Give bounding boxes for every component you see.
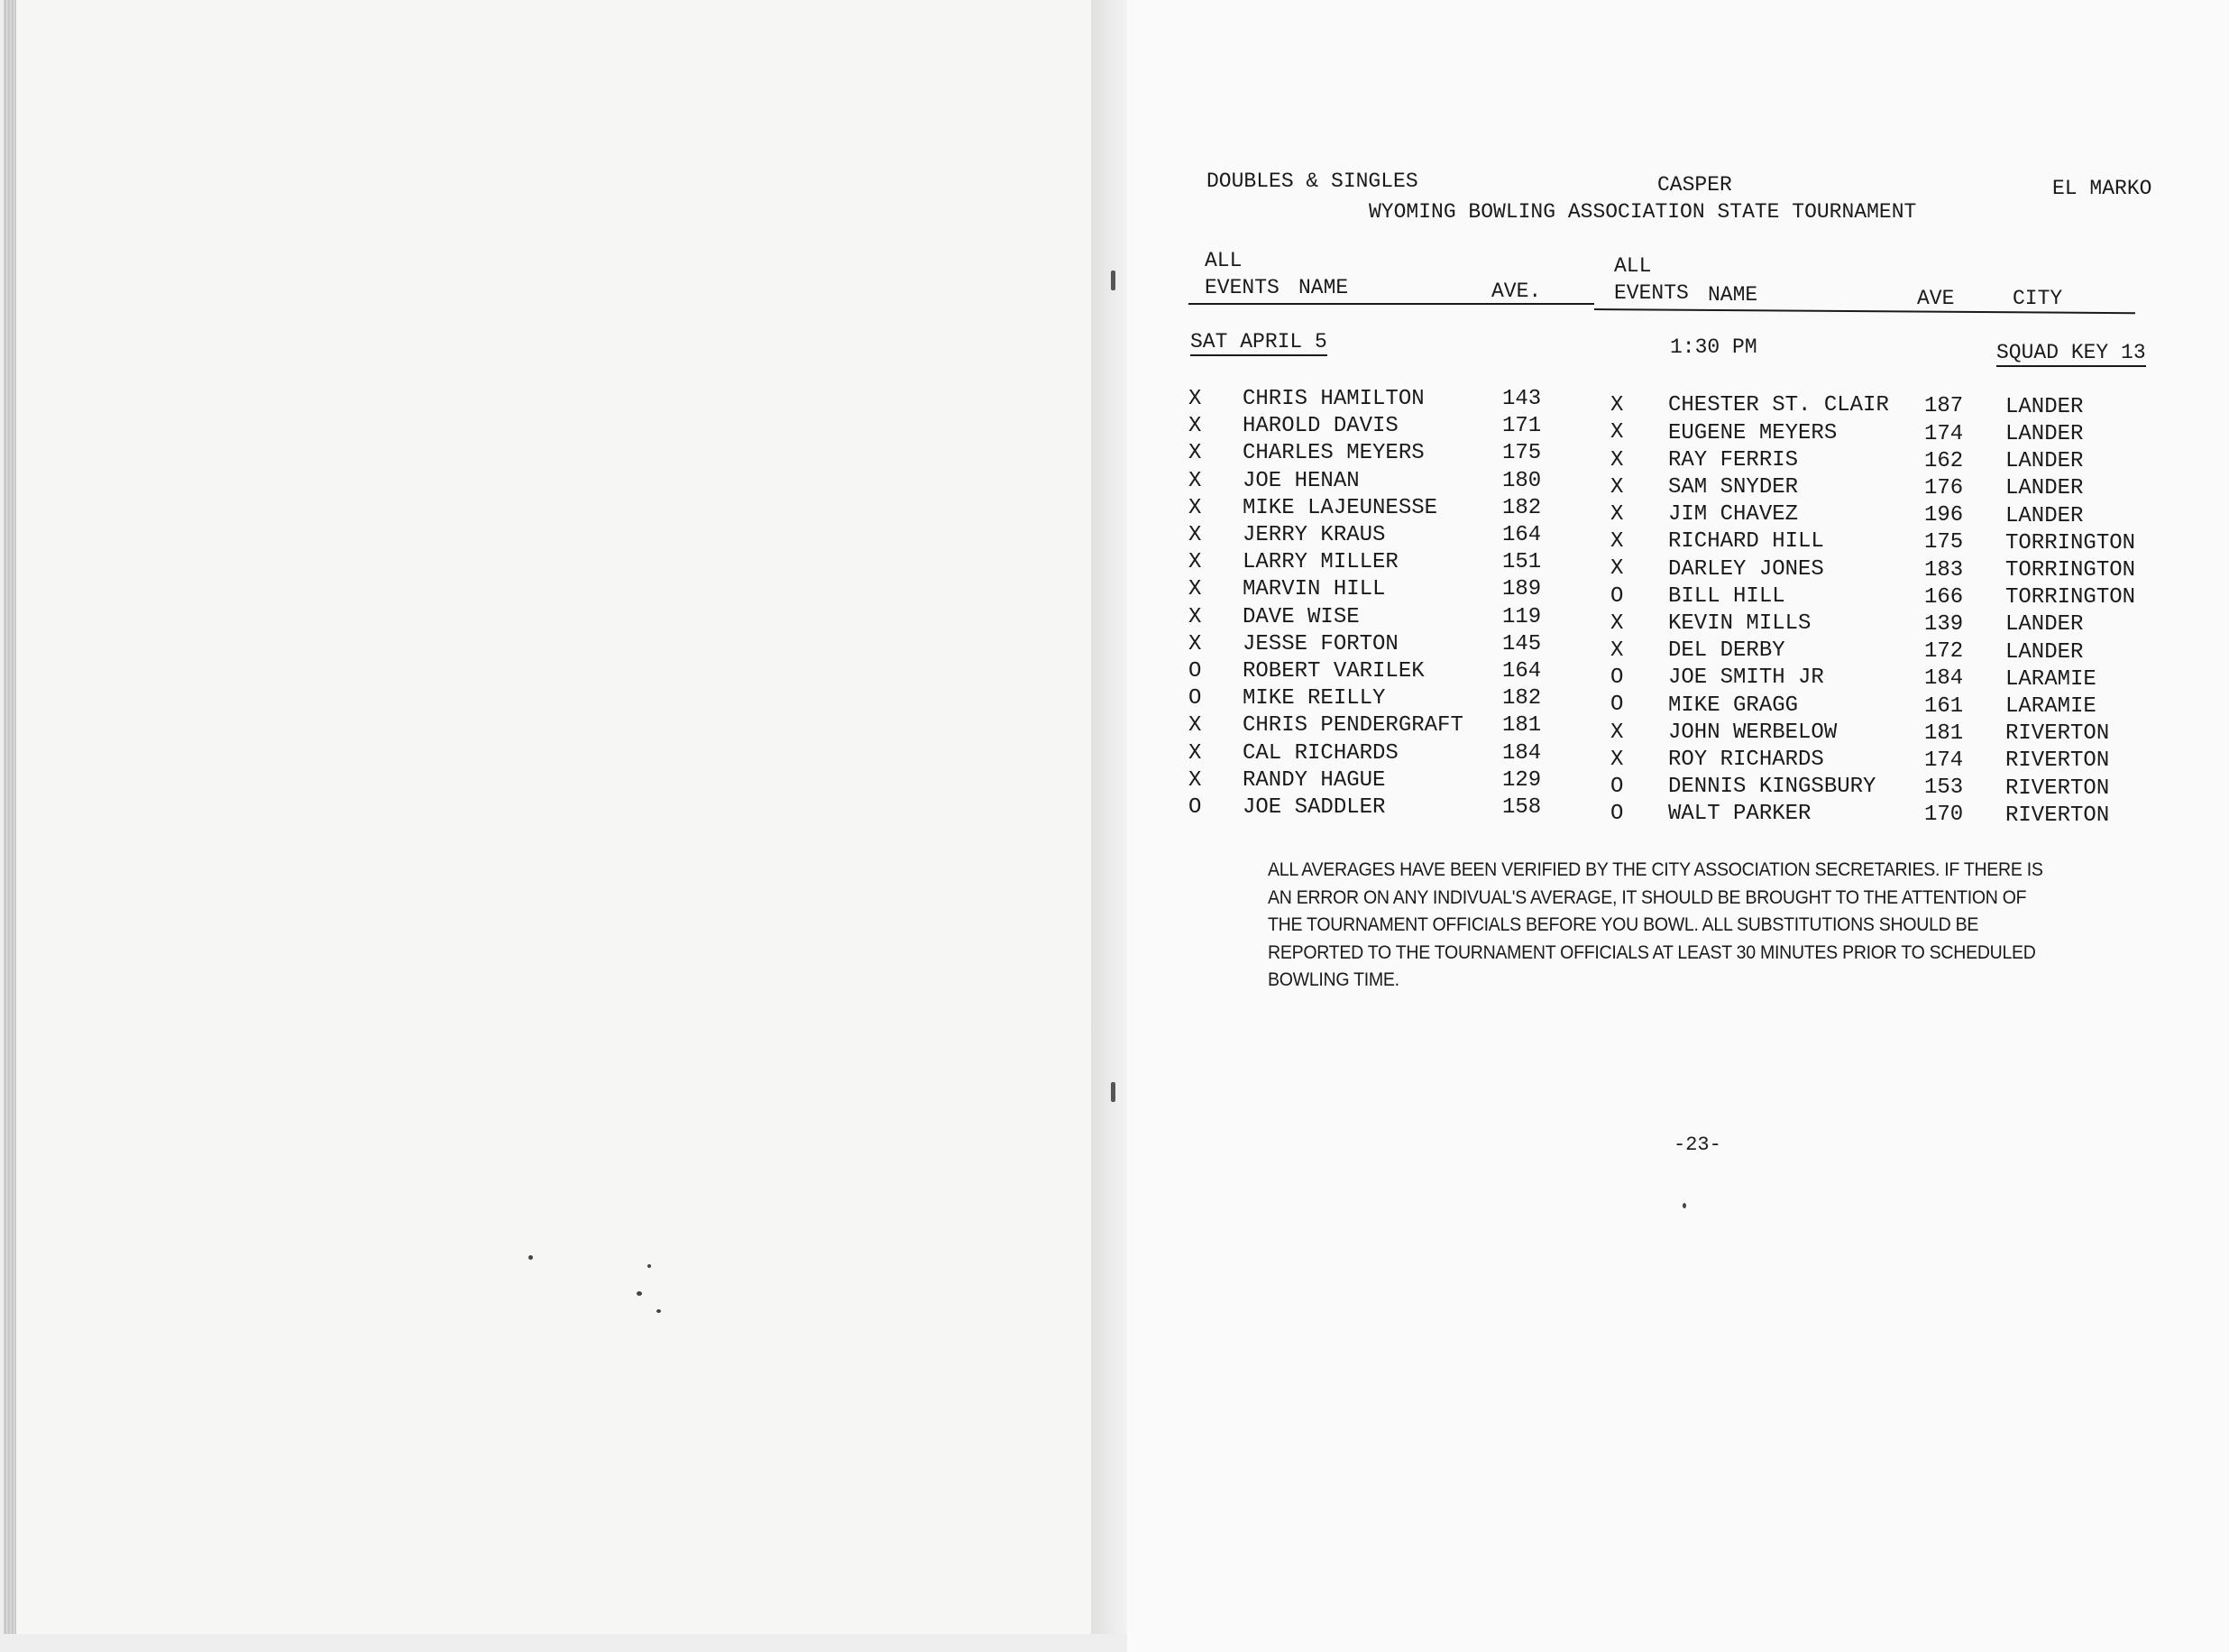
header-rule-left [1188, 303, 1594, 305]
average-1: 145 [1502, 631, 1542, 656]
col-name-2: NAME [1708, 283, 1758, 307]
average-1: 143 [1502, 387, 1542, 411]
average-1: 164 [1502, 659, 1542, 684]
events-mark-1: X [1188, 577, 1202, 602]
bowler-name-1: MIKE REILLY [1243, 686, 1386, 711]
average-2: 181 [1924, 720, 1964, 746]
city: LANDER [2005, 639, 2084, 665]
city: RIVERTON [2005, 748, 2110, 774]
average-2: 161 [1924, 693, 1964, 719]
bowler-name-2: KEVIN MILLS [1668, 610, 1812, 636]
average-2: 170 [1924, 803, 1964, 828]
city: LANDER [2005, 476, 2084, 501]
city: RIVERTON [2005, 776, 2110, 801]
average-2: 153 [1924, 776, 1964, 801]
average-2: 184 [1924, 666, 1964, 692]
average-1: 180 [1502, 468, 1542, 493]
average-1: 184 [1502, 740, 1542, 766]
events-mark-1: X [1188, 631, 1202, 656]
bowler-name-2: JOE SMITH JR [1668, 665, 1824, 691]
col-ave-2: AVE [1917, 287, 1955, 310]
events-mark-2: X [1610, 393, 1624, 418]
col-all-events-1: ALL EVENTS [1205, 249, 1280, 299]
bowler-name-1: MARVIN HILL [1243, 577, 1386, 602]
squad-date: SAT APRIL 5 [1190, 330, 1327, 356]
events-mark-2: X [1610, 638, 1624, 663]
events-mark-2: O [1610, 774, 1624, 799]
bowler-name-2: SAM SNYDER [1668, 474, 1799, 500]
events-mark-1: O [1188, 686, 1202, 711]
speck [656, 1309, 661, 1313]
events-mark-1: X [1188, 441, 1202, 466]
average-1: 181 [1502, 713, 1542, 739]
average-2: 176 [1924, 476, 1964, 501]
events-mark-2: O [1610, 693, 1624, 718]
average-1: 189 [1502, 577, 1542, 602]
bowler-name-1: CAL RICHARDS [1243, 740, 1399, 766]
average-2: 162 [1924, 448, 1964, 473]
bowler-name-1: LARRY MILLER [1243, 550, 1399, 575]
col-all-events-2: ALL EVENTS [1614, 254, 1689, 305]
events-mark-1: X [1188, 387, 1202, 411]
bowler-name-2: WALT PARKER [1668, 802, 1812, 827]
city: TORRINGTON [2005, 558, 2136, 583]
city: LANDER [2005, 612, 2084, 638]
bowler-name-1: ROBERT VARILEK [1243, 659, 1425, 684]
city: LARAMIE [2005, 666, 2096, 692]
average-1: 158 [1502, 795, 1542, 820]
events-mark-1: X [1188, 604, 1202, 629]
averages-notice: ALL AVERAGES HAVE BEEN VERIFIED BY THE CITY ASSOCIATION SECRETARIES. IF THERE IS AN ERROR ON ANY INDIVUAL'S AVERAGE, IT SHOULD BE BROUGHT TO THE ATTENTION OF THE TOURNAMENT OFFICIALS BEFORE YOU BOWL. ALL SUBSTITUTIONS SHOULD BE REPORTED TO THE TOURNAMENT OFFICIALS AT LEAST 30 MINUTES PRIOR TO SCHEDULED BOWLING TIME. [1268, 859, 2043, 990]
event-type: DOUBLES & SINGLES [1206, 170, 1418, 193]
events-mark-2: X [1610, 720, 1624, 745]
bowler-name-1: MIKE LAJEUNESSE [1243, 495, 1438, 520]
average-1: 171 [1502, 414, 1542, 439]
events-mark-2: X [1610, 420, 1624, 445]
bowler-name-1: HAROLD DAVIS [1243, 414, 1399, 439]
average-1: 175 [1502, 441, 1542, 466]
events-mark-1: X [1188, 740, 1202, 766]
city: LANDER [2005, 449, 2084, 474]
bowler-name-2: MIKE GRAGG [1668, 693, 1799, 718]
speck [647, 1264, 651, 1268]
average-2: 183 [1924, 557, 1964, 583]
bowler-name-1: CHRIS PENDERGRAFT [1243, 713, 1463, 739]
city: LANDER [2005, 503, 2084, 528]
squad-key: SQUAD KEY 13 [1996, 341, 2146, 367]
bowler-name-1: JOE HENAN [1243, 468, 1360, 493]
events-mark-1: X [1188, 468, 1202, 493]
events-mark-2: X [1610, 747, 1624, 772]
bowler-name-2: BILL HILL [1668, 583, 1785, 609]
average-2: 174 [1924, 421, 1964, 446]
bowler-name-1: RANDY HAGUE [1243, 767, 1386, 793]
bowler-name-2: DEL DERBY [1668, 638, 1785, 664]
events-mark-1: O [1188, 659, 1202, 684]
bowler-name-1: DAVE WISE [1243, 604, 1360, 629]
events-mark-2: X [1610, 501, 1624, 527]
events-mark-2: O [1610, 583, 1624, 609]
average-1: 129 [1502, 767, 1542, 793]
average-2: 166 [1924, 584, 1964, 610]
events-mark-1: X [1188, 523, 1202, 547]
average-2: 196 [1924, 503, 1964, 528]
col-ave-1: AVE. [1491, 280, 1542, 303]
city: LANDER [2005, 422, 2084, 447]
events-mark-2: O [1610, 802, 1624, 827]
bowler-name-2: RAY FERRIS [1668, 447, 1799, 473]
average-2: 172 [1924, 639, 1964, 665]
speck [637, 1291, 642, 1296]
bowler-name-2: CHESTER ST. CLAIR [1668, 393, 1889, 418]
average-1: 182 [1502, 686, 1542, 711]
average-2: 139 [1924, 612, 1964, 638]
events-mark-1: X [1188, 414, 1202, 439]
events-mark-2: X [1610, 556, 1624, 582]
host-venue: EL MARKO [2052, 177, 2152, 200]
city: RIVERTON [2005, 803, 2110, 828]
bowler-name-2: ROY RICHARDS [1668, 747, 1824, 772]
squad-time: 1:30 PM [1670, 335, 1757, 359]
bowler-name-1: JERRY KRAUS [1243, 523, 1386, 547]
average-1: 119 [1502, 604, 1542, 629]
tournament-title: WYOMING BOWLING ASSOCIATION STATE TOURNAMENT [1369, 200, 1917, 224]
city: TORRINGTON [2005, 530, 2136, 555]
bowler-name-2: DENNIS KINGSBURY [1668, 775, 1876, 800]
events-mark-1: X [1188, 550, 1202, 575]
average-1: 164 [1502, 523, 1542, 547]
city: LANDER [2005, 394, 2084, 419]
city: RIVERTON [2005, 721, 2110, 747]
bowler-name-1: JESSE FORTON [1243, 631, 1399, 656]
events-mark-1: O [1188, 795, 1202, 820]
bowler-name-2: JOHN WERBELOW [1668, 720, 1838, 745]
average-1: 151 [1502, 550, 1542, 575]
events-mark-2: O [1610, 665, 1624, 691]
bowler-name-2: EUGENE MEYERS [1668, 420, 1838, 445]
bowler-name-1: CHARLES MEYERS [1243, 441, 1425, 466]
bowler-name-2: RICHARD HILL [1668, 529, 1824, 555]
col-name-1: NAME [1298, 276, 1349, 299]
average-2: 187 [1924, 394, 1964, 419]
events-mark-1: X [1188, 767, 1202, 793]
events-mark-2: X [1610, 447, 1624, 473]
bowler-name-1: JOE SADDLER [1243, 795, 1386, 820]
average-2: 175 [1924, 530, 1964, 555]
page-number: -23- [1674, 1133, 1721, 1156]
events-mark-1: X [1188, 713, 1202, 739]
average-2: 174 [1924, 748, 1964, 774]
speck [1683, 1203, 1686, 1208]
events-mark-2: X [1610, 529, 1624, 555]
city: LARAMIE [2005, 694, 2096, 720]
bowler-name-2: JIM CHAVEZ [1668, 502, 1799, 528]
average-1: 182 [1502, 495, 1542, 520]
city: TORRINGTON [2005, 585, 2136, 610]
bowler-name-1: CHRIS HAMILTON [1243, 387, 1425, 411]
host-city: CASPER [1657, 173, 1732, 197]
events-mark-2: X [1610, 474, 1624, 500]
col-city: CITY [2013, 287, 2063, 310]
events-mark-2: X [1610, 610, 1624, 636]
events-mark-1: X [1188, 495, 1202, 520]
bowler-name-2: DARLEY JONES [1668, 556, 1824, 582]
speck [528, 1255, 533, 1260]
